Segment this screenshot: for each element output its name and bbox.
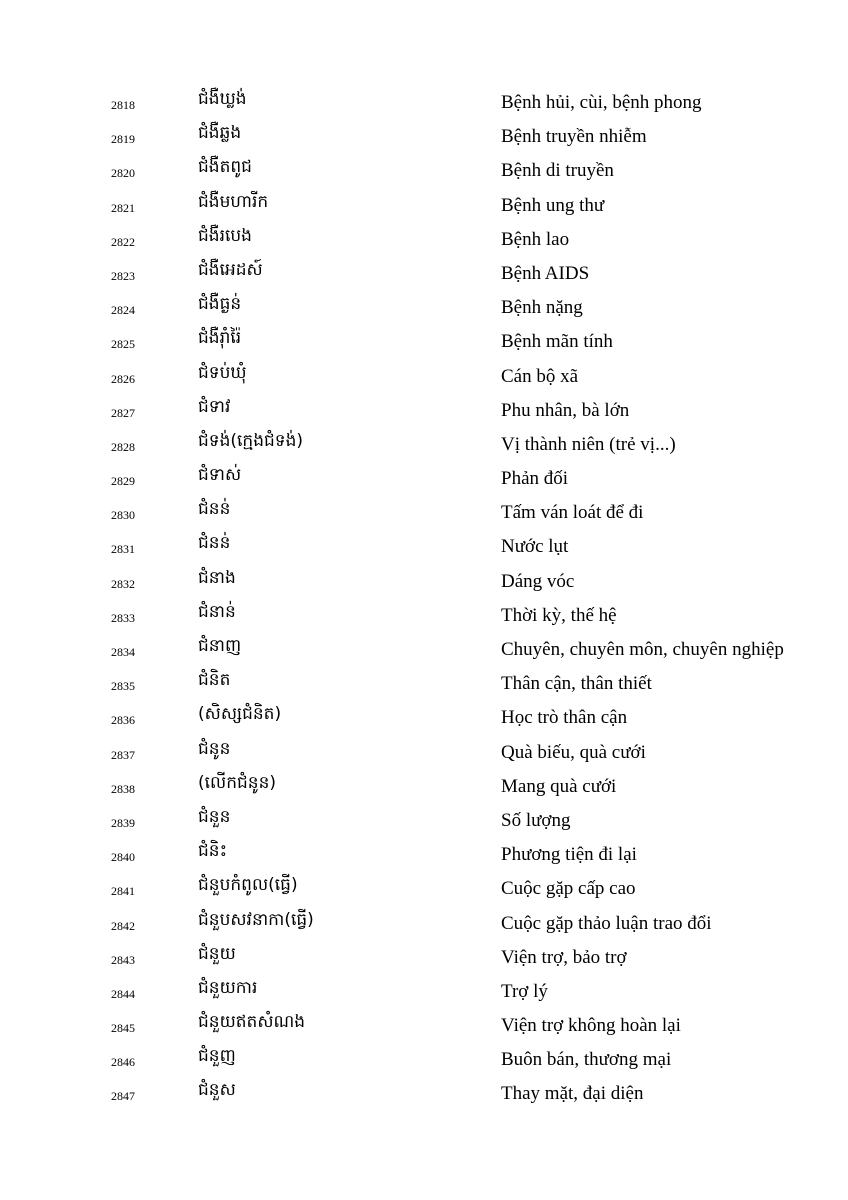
entry-number: 2822	[111, 234, 135, 249]
khmer-term: ជំនួយការ	[198, 977, 258, 998]
khmer-term: (លើកជំនូន)	[198, 772, 277, 793]
khmer-term: ជំទាស់	[198, 465, 242, 486]
vietnamese-meaning: Bệnh di truyền	[501, 160, 614, 182]
khmer-term: ជំងឺអេដស៍	[198, 259, 263, 280]
entry-number: 2828	[111, 439, 135, 454]
vietnamese-meaning: Số lượng	[501, 809, 571, 831]
dictionary-entry	[0, 394, 848, 428]
entry-number: 2837	[111, 747, 135, 762]
khmer-term: ជំងឺឃ្លង់	[198, 89, 247, 109]
entry-number: 2841	[111, 884, 135, 899]
khmer-term: ជំទង់(ក្មេងជំទង់)	[198, 430, 303, 451]
dictionary-entry	[0, 701, 848, 735]
dictionary-entry	[0, 599, 848, 633]
khmer-term: ជំនួស	[198, 1080, 236, 1101]
dictionary-entry	[0, 360, 848, 394]
vietnamese-meaning: Trợ lý	[501, 980, 548, 1002]
khmer-term: ជំងឺមហារីក	[198, 191, 269, 212]
dictionary-entry	[0, 1077, 848, 1111]
vietnamese-meaning: Bệnh lao	[501, 228, 570, 250]
vietnamese-meaning: Cuộc gặp cấp cao	[501, 878, 636, 900]
vietnamese-meaning: Bệnh truyền nhiễm	[501, 126, 647, 148]
entry-number: 2829	[111, 474, 135, 489]
dictionary-entry	[0, 223, 848, 257]
entry-number: 2821	[111, 200, 135, 215]
vietnamese-meaning: Cán bộ xã	[501, 365, 579, 387]
entry-number: 2845	[111, 1021, 135, 1036]
dictionary-entry	[0, 530, 848, 564]
entry-number: 2824	[111, 303, 135, 318]
khmer-term: ជំនូន	[198, 738, 231, 759]
entry-number: 2823	[111, 268, 135, 283]
khmer-term: ជំងឺឆ្លង	[198, 123, 242, 144]
entry-number: 2825	[111, 337, 135, 352]
entry-number: 2836	[111, 713, 135, 728]
entry-number: 2840	[111, 850, 135, 865]
dictionary-entry	[0, 872, 848, 906]
entry-number: 2826	[111, 371, 135, 386]
vietnamese-meaning: Viện trợ, bảo trợ	[501, 946, 627, 968]
vietnamese-meaning: Thân cận, thân thiết	[501, 673, 652, 695]
entry-number: 2818	[111, 98, 135, 112]
khmer-term: ជំនន់	[198, 533, 231, 554]
entry-number: 2838	[111, 781, 135, 796]
khmer-term: ជំងឺរបេង	[198, 225, 252, 246]
vietnamese-meaning: Tấm ván loát để đi	[501, 502, 644, 524]
vietnamese-meaning: Thay mặt, đại diện	[501, 1083, 644, 1105]
entry-number: 2842	[111, 918, 135, 933]
entry-number: 2844	[111, 986, 135, 1001]
entry-number: 2820	[111, 166, 135, 181]
khmer-term: ជំនាន់	[198, 601, 236, 622]
vietnamese-meaning: Mang quà cưới	[501, 775, 617, 797]
entry-number: 2831	[111, 542, 135, 557]
dictionary-entry	[0, 633, 848, 667]
dictionary-entry	[0, 907, 848, 941]
entry-number: 2832	[111, 576, 135, 591]
khmer-term: ជំនួបកំពូល(ធ្វើ)	[198, 875, 298, 896]
dictionary-entry	[0, 565, 848, 599]
khmer-term: ជំងឺធ្ងន់	[198, 294, 242, 315]
khmer-term: ជំនិះ	[198, 841, 228, 862]
dictionary-entry	[0, 428, 848, 462]
khmer-term: ជំទប់ឃុំ	[198, 362, 247, 383]
dictionary-entry	[0, 154, 848, 188]
entry-number: 2846	[111, 1055, 135, 1070]
vietnamese-meaning: Phu nhân, bà lớn	[501, 399, 630, 421]
vietnamese-meaning: Buôn bán, thương mại	[501, 1049, 672, 1071]
vietnamese-meaning: Bệnh ung thư	[501, 194, 605, 216]
vietnamese-meaning: Quà biếu, quà cưới	[501, 741, 646, 763]
entry-number: 2834	[111, 645, 135, 659]
khmer-term: ជំងឺតពូជ	[198, 157, 252, 178]
vietnamese-meaning: Học trò thân cận	[501, 707, 628, 729]
dictionary-entry	[0, 1043, 848, 1077]
khmer-term: ជំទាវ	[198, 396, 231, 417]
vietnamese-meaning: Bệnh AIDS	[501, 262, 590, 284]
dictionary-entry	[0, 257, 848, 291]
dictionary-entry	[0, 291, 848, 325]
dictionary-entry	[0, 770, 848, 804]
khmer-term: ជំនួញ	[198, 1046, 236, 1067]
vietnamese-meaning: Bệnh mãn tính	[501, 331, 613, 353]
entry-number: 2830	[111, 508, 135, 523]
dictionary-entry	[0, 462, 848, 496]
dictionary-entry	[0, 86, 848, 120]
vietnamese-meaning: Thời kỳ, thế hệ	[501, 604, 617, 626]
khmer-term: ជំនន់	[198, 499, 231, 520]
khmer-term: ជំនួយ	[198, 943, 236, 964]
dictionary-entry	[0, 496, 848, 530]
vietnamese-meaning: Cuộc gặp thảo luận trao đổi	[501, 912, 712, 934]
khmer-term: (សិស្សជំនិត)	[198, 704, 282, 725]
khmer-term: ជំងឺរ៉ាំរ៉ៃ	[198, 328, 242, 349]
vietnamese-meaning: Bệnh hủi, cùi, bệnh phong	[501, 92, 702, 113]
dictionary-entry	[0, 325, 848, 359]
khmer-term: ជំនួន	[198, 806, 231, 827]
dictionary-entry	[0, 189, 848, 223]
entry-number: 2833	[111, 610, 135, 625]
vietnamese-meaning: Phản đối	[501, 468, 569, 490]
dictionary-entry	[0, 667, 848, 701]
vietnamese-meaning: Bệnh nặng	[501, 297, 583, 319]
vietnamese-meaning: Phương tiện đi lại	[501, 844, 637, 866]
entry-number: 2839	[111, 815, 135, 830]
dictionary-entry	[0, 1009, 848, 1043]
khmer-term: ជំនួយឥតសំណង	[198, 1012, 306, 1033]
vietnamese-meaning: Dáng vóc	[501, 570, 575, 592]
dictionary-entry	[0, 736, 848, 770]
dictionary-entry	[0, 804, 848, 838]
vietnamese-meaning: Vị thành niên (trẻ vị...)	[501, 433, 676, 455]
khmer-term: ជំនិត	[198, 670, 231, 691]
khmer-term: ជំនាញ	[198, 636, 242, 656]
khmer-term: ជំនួបសវនាកា(ធ្វើ)	[198, 909, 314, 930]
entry-number: 2847	[111, 1089, 135, 1104]
vietnamese-meaning: Viện trợ không hoàn lại	[501, 1015, 681, 1037]
vietnamese-meaning: Chuyên, chuyên môn, chuyên nghiệp	[501, 639, 784, 660]
entry-number: 2835	[111, 679, 135, 694]
dictionary-entry	[0, 838, 848, 872]
entry-number: 2843	[111, 952, 135, 967]
dictionary-entry	[0, 941, 848, 975]
dictionary-entry	[0, 975, 848, 1009]
khmer-term: ជំនាង	[198, 567, 236, 588]
vietnamese-meaning: Nước lụt	[501, 536, 569, 558]
dictionary-entry	[0, 120, 848, 154]
dictionary-page	[0, 86, 848, 1112]
entry-number: 2827	[111, 405, 135, 420]
entry-number: 2819	[111, 132, 135, 147]
